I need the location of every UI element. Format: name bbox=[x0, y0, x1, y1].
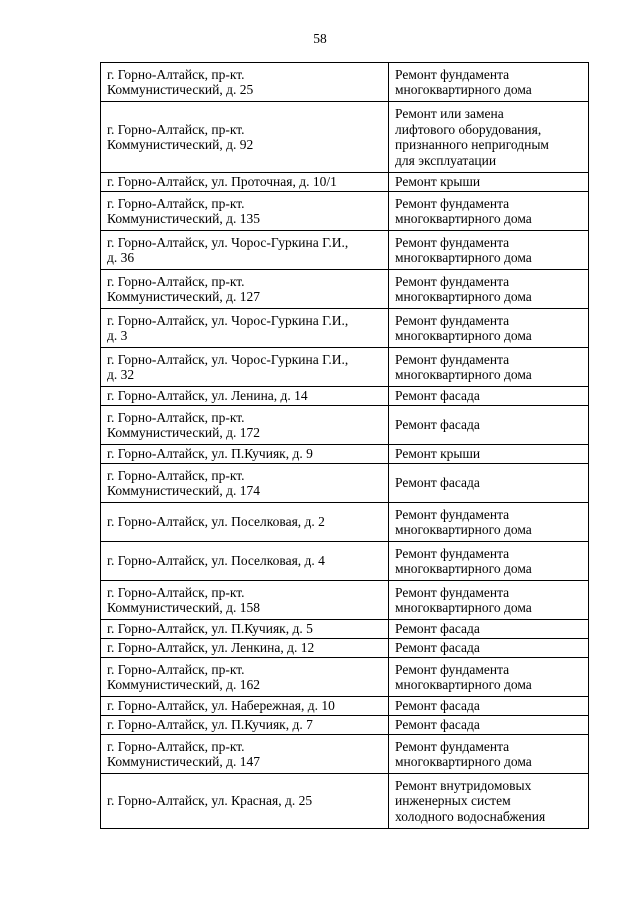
address-cell: г. Горно-Алтайск, ул. Ленкина, д. 12 bbox=[101, 639, 389, 658]
work-type-cell: Ремонт фундамента многоквартирного дома bbox=[389, 231, 589, 270]
address-cell: г. Горно-Алтайск, ул. П.Кучияк, д. 5 bbox=[101, 620, 389, 639]
table-row bbox=[101, 464, 589, 503]
table-row bbox=[101, 697, 589, 716]
work-type-cell: Ремонт крыши bbox=[389, 445, 589, 464]
table-row bbox=[101, 658, 589, 697]
table-row bbox=[101, 309, 589, 348]
work-type-cell: Ремонт фундамента многоквартирного дома bbox=[389, 270, 589, 309]
work-type-cell: Ремонт фундамента многоквартирного дома bbox=[389, 192, 589, 231]
address-cell: г. Горно-Алтайск, пр-кт. Коммунистический, д. 162 bbox=[101, 658, 389, 697]
work-type-cell: Ремонт крыши bbox=[389, 173, 589, 192]
table-row bbox=[101, 774, 589, 829]
table-row bbox=[101, 270, 589, 309]
table-body bbox=[101, 63, 589, 829]
work-type-cell: Ремонт фундамента многоквартирного дома bbox=[389, 309, 589, 348]
table-row bbox=[101, 503, 589, 542]
table-row bbox=[101, 102, 589, 173]
address-cell: г. Горно-Алтайск, пр-кт. Коммунистический, д. 25 bbox=[101, 63, 389, 102]
address-cell: г. Горно-Алтайск, ул. Поселковая, д. 2 bbox=[101, 503, 389, 542]
work-type-cell: Ремонт фасада bbox=[389, 697, 589, 716]
work-type-cell: Ремонт или замена лифтового оборудования, признанного непригодным для эксплуатации bbox=[389, 102, 589, 173]
work-type-cell: Ремонт фасада bbox=[389, 716, 589, 735]
table-row bbox=[101, 406, 589, 445]
work-type-cell: Ремонт фасада bbox=[389, 387, 589, 406]
address-cell: г. Горно-Алтайск, пр-кт. Коммунистический, д. 172 bbox=[101, 406, 389, 445]
table-row bbox=[101, 173, 589, 192]
address-cell: г. Горно-Алтайск, ул. Чорос-Гуркина Г.И., д. 3 bbox=[101, 309, 389, 348]
table-row bbox=[101, 581, 589, 620]
work-type-cell: Ремонт фасада bbox=[389, 639, 589, 658]
address-cell: г. Горно-Алтайск, пр-кт. Коммунистический, д. 147 bbox=[101, 735, 389, 774]
address-cell: г. Горно-Алтайск, пр-кт. Коммунистический, д. 135 bbox=[101, 192, 389, 231]
table-row bbox=[101, 231, 589, 270]
work-type-cell: Ремонт фасада bbox=[389, 464, 589, 503]
address-cell: г. Горно-Алтайск, ул. Проточная, д. 10/1 bbox=[101, 173, 389, 192]
address-cell: г. Горно-Алтайск, ул. П.Кучияк, д. 7 bbox=[101, 716, 389, 735]
work-type-cell: Ремонт фасада bbox=[389, 620, 589, 639]
address-cell: г. Горно-Алтайск, пр-кт. Коммунистический, д. 127 bbox=[101, 270, 389, 309]
work-type-cell: Ремонт фундамента многоквартирного дома bbox=[389, 348, 589, 387]
table-row bbox=[101, 716, 589, 735]
table-row bbox=[101, 542, 589, 581]
address-cell: г. Горно-Алтайск, ул. Набережная, д. 10 bbox=[101, 697, 389, 716]
work-type-cell: Ремонт фундамента многоквартирного дома bbox=[389, 735, 589, 774]
address-cell: г. Горно-Алтайск, ул. П.Кучияк, д. 9 bbox=[101, 445, 389, 464]
address-cell: г. Горно-Алтайск, ул. Поселковая, д. 4 bbox=[101, 542, 389, 581]
table-row bbox=[101, 387, 589, 406]
address-cell: г. Горно-Алтайск, ул. Красная, д. 25 bbox=[101, 774, 389, 829]
page-number: 58 bbox=[313, 31, 327, 46]
repair-table bbox=[100, 62, 589, 829]
address-cell: г. Горно-Алтайск, ул. Чорос-Гуркина Г.И., д. 36 bbox=[101, 231, 389, 270]
address-cell: г. Горно-Алтайск, пр-кт. Коммунистический, д. 92 bbox=[101, 102, 389, 173]
work-type-cell: Ремонт фундамента многоквартирного дома bbox=[389, 658, 589, 697]
table-row bbox=[101, 192, 589, 231]
address-cell: г. Горно-Алтайск, ул. Ленина, д. 14 bbox=[101, 387, 389, 406]
table-row bbox=[101, 63, 589, 102]
work-type-cell: Ремонт фундамента многоквартирного дома bbox=[389, 503, 589, 542]
address-cell: г. Горно-Алтайск, ул. Чорос-Гуркина Г.И., д. 32 bbox=[101, 348, 389, 387]
work-type-cell: Ремонт фундамента многоквартирного дома bbox=[389, 581, 589, 620]
table-row bbox=[101, 620, 589, 639]
work-type-cell: Ремонт фундамента многоквартирного дома bbox=[389, 542, 589, 581]
work-type-cell: Ремонт внутридомовых инженерных систем холодного водоснабжения bbox=[389, 774, 589, 829]
table-row bbox=[101, 639, 589, 658]
table-row bbox=[101, 735, 589, 774]
table-row bbox=[101, 445, 589, 464]
work-type-cell: Ремонт фасада bbox=[389, 406, 589, 445]
address-cell: г. Горно-Алтайск, пр-кт. Коммунистический, д. 174 bbox=[101, 464, 389, 503]
address-cell: г. Горно-Алтайск, пр-кт. Коммунистический, д. 158 bbox=[101, 581, 389, 620]
work-type-cell: Ремонт фундамента многоквартирного дома bbox=[389, 63, 589, 102]
table-row bbox=[101, 348, 589, 387]
